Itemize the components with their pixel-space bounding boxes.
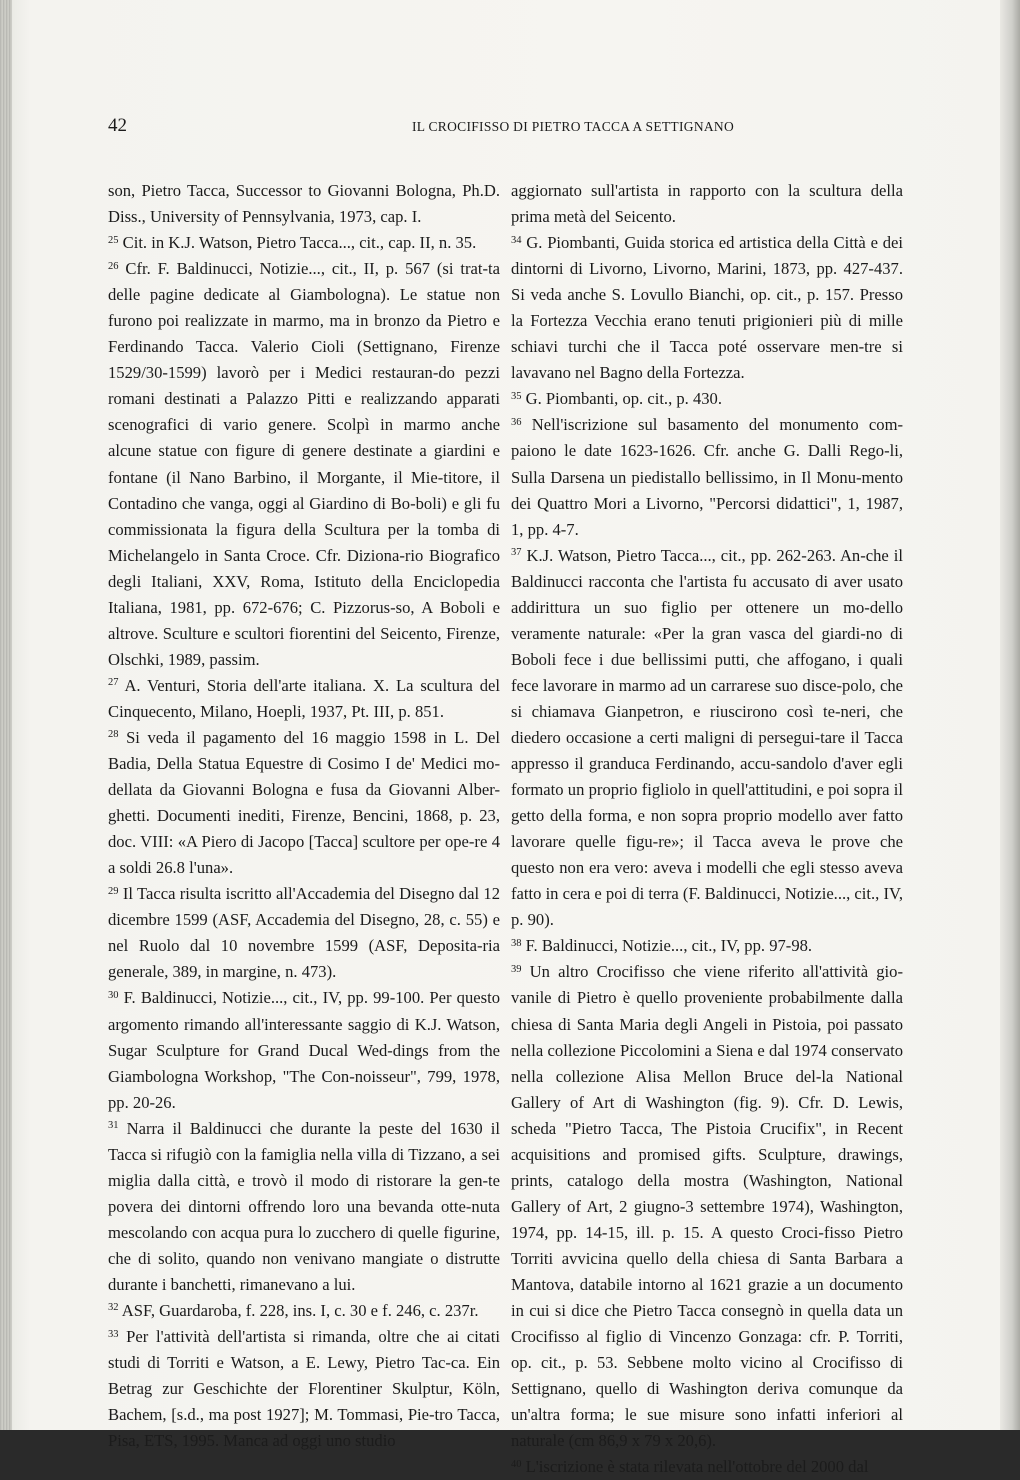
running-title: IL CROCIFISSO DI PIETRO TACCA A SETTIGNANO xyxy=(411,119,735,134)
footnote-paragraph: $^{29}$ Il Tacca risulta iscritto all'Accademia del Disegno dal 12 dicembre 1599 (ASF, Accademia del Disegno, 28, c. 55) e nel Ruolo dal 10 novembre 1599 (ASF, Deposita-ria generale, 389, in margine, n. 473). xyxy=(108,884,500,982)
footnote-paragraph: $^{39}$ Un altro Crocifisso che viene riferito all'attività gio-vanile di Pietro è quello proveniente probabilmente dalla chiesa di Santa Maria degli Angeli in Pistoia, poi passato nella collezione Piccolomini a Siena e dal 1974 conservato nella collezione Alisa Mellon Bruce del-la National Gallery of Art di Washington (fig. 9). Cfr. D. Lewis, scheda "Pietro Tacca, The Pistoia Crucifix", in Recent acquisitions and promised gifts. Sculpture, drawings, prints, catalogo della mostra (Washington, National Gallery of Art, 2 giugno-3 settembre 1974), Washington, 1974, pp. 14-15, ill. p. 15. A questo Croci-fisso Pietro Torriti avvicina quello della chiesa di Santa Barbara a Mantova, databile intorno al 1621 grazie a un documento in cui si dice che Pietro Tacca consegnò in quella data un Crocifisso al figlio di Vincenzo Gonzaga: cfr. P. Torriti, op. cit., p. 53. Sebbene molto vicino al Crocifisso di Settignano, quello di Washington deriva comunque da un'altra forma; le sue misure sono infatti inferiori al naturale (cm 86,9 x 79 x 20,6). xyxy=(511,962,903,1451)
footnote-paragraph: $^{35}$ G. Piombanti, op. cit., p. 430. xyxy=(511,389,723,409)
footnote-number: 29 xyxy=(108,885,119,897)
footnote-paragraph: $^{33}$ Per l'attività dell'artista si rimanda, oltre che ai citati studi di Torriti e Watson, a E. Lewy, Pietro Tac-ca. Ein Betrag zur Geschichte der Florentiner Skulptur, Köln, Bachem, [s.d., ma post 1927]; M. Tommasi, Pie-tro Tacca, Pisa, ETS, 1995. Manca ad oggi uno studio xyxy=(108,1327,500,1451)
footnote-paragraph: $^{31}$ Narra il Baldinucci che durante la peste del 1630 il Tacca si rifugiò con la famiglia nella villa di Tizzano, a sei miglia dalla città, e trovò il modo di ristorare la gen-te povera dei dintorni offrendo loro una bevanda otte-nuta mescolando con acqua pura lo zucchero di quelle figurine, che di solito, quando non venivano mangiate o distrutte durante i banchetti, rimanevano a lui. xyxy=(108,1118,500,1294)
page-number: 42 xyxy=(108,115,127,136)
footnote-number: 37 xyxy=(511,547,522,559)
footnote-number: 30 xyxy=(108,989,119,1001)
footnote-number: 33 xyxy=(108,1328,119,1340)
footnote-paragraph: $^{36}$ Nell'iscrizione sul basamento del monumento com-paiono le date 1623-1626. Cfr. anche G. Dalli Rego-li, Sulla Darsena un piedistallo bellissimo, in Il Monu-mento dei Quattro Mori a Livorno, "Percorsi didattici", 1, 1987, 1, pp. 4-7. xyxy=(511,415,903,539)
footnote-number: 32 xyxy=(108,1302,119,1314)
page-header xyxy=(108,114,952,138)
footnote-paragraph: $^{37}$ K.J. Watson, Pietro Tacca..., cit., pp. 262-263. An-che il Baldinucci racconta che l'artista fu accusato di aver usato addirittura un suo figlio per ottenere un mo-dello veramente naturale: «Per la gran vasca del giardi-no di Boboli fece i due bellissimi putti, che affogano, i quali fece lavorare in marmo ad un carrarese suo disce-polo, che si chiamava Gianpetron, e riuscirono così te-neri, che diedero occasione a certi maligni di persegui-tare il Tacca appresso il granduca Ferdinando, accu-sandolo d'aver egli formato un proprio figliolo in quell'attitudini, e poi sopra il getto della forma, e non sopra proprio modello aver fatto lavorare quelle figu-re»; il Tacca aveva le prove che questo non era vero: aveva i modelli che egli stesso aveva fatto in cera e poi di terra (F. Baldinucci, Notizie..., cit., IV, p. 90). xyxy=(511,545,903,930)
footnote-paragraph: $^{26}$ Cfr. F. Baldinucci, Notizie..., cit., II, p. 567 (si trat-ta delle pagine dedicate al Giambologna). Le statue non furono poi realizzate in marmo, ma in bronzo da Pietro e Ferdinando Tacca. Valerio Cioli (Settignano, Firenze 1529/30-1599) lavorò per i Medici restauran-do pezzi romani destinati a Palazzo Pitti e realizzando apparati scenografici di vario genere. Scolpì in marmo anche alcune statue con figure di genere destinate a giardini e fontane (il Nano Barbino, il Morgante, il Mie-titore, il Contadino che vanga, oggi al Giardino di Bo-boli) e gli fu commissionata la figura della Scultura per la tomba di Michelangelo in Santa Croce. Cfr. Diziona-rio Biografico degli Italiani, XXV, Roma, Istituto della Enciclopedia Italiana, 1981, pp. 672-676; C. Pizzorus-so, A Boboli e altrove. Sculture e scultori fiorentini del Seicento, Firenze, Olschki, 1989, passim. xyxy=(108,259,500,669)
footnote-paragraph: $^{32}$ ASF, Guardaroba, f. 228, ins. I, c. 30 e f. 246, c. 237r. xyxy=(108,1301,479,1321)
footnote-number: 27 xyxy=(108,677,119,689)
book-binding xyxy=(0,0,12,1430)
footnote-paragraph: son, Pietro Tacca, Successor to Giovanni Bologna, Ph.D. Diss., University of Pennsylvania, 1973, cap. I. xyxy=(108,181,500,227)
footnote-number: 38 xyxy=(511,937,522,949)
footnote-number: 25 xyxy=(108,234,119,246)
footnote-number: 34 xyxy=(511,234,522,246)
footnote-number: 35 xyxy=(511,390,522,402)
footnote-paragraph: $^{40}$ L'iscrizione è stata rilevata nell'ottobre del 2000 dal xyxy=(511,1457,869,1477)
footnote-paragraph: $^{30}$ F. Baldinucci, Notizie..., cit., IV, pp. 99-100. Per questo argomento rimando all'interessante saggio di K.J. Watson, Sugar Sculpture for Grand Ducal Wed-dings from the Giambologna Workshop, "The Con-noisseur", 799, 1978, pp. 20-26. xyxy=(108,988,500,1112)
footnote-number: 28 xyxy=(108,729,119,741)
footnote-number: 26 xyxy=(108,260,119,272)
page-edge xyxy=(1000,0,1020,1430)
footnote-paragraph: $^{27}$ A. Venturi, Storia dell'arte italiana. X. La scultura del Cinquecento, Milano, Hoepli, 1937, Pt. III, p. 851. xyxy=(108,675,500,721)
footnote-paragraph: $^{28}$ Si veda il pagamento del 16 maggio 1598 in L. Del Badia, Della Statua Equestre di Cosimo I de' Medici mo-dellata da Giovanni Bologna e fusa da Giovanni Alber-ghetti. Documenti inediti, Firenze, Bencini, 1868, p. 23, doc. VIII: «A Piero di Jacopo [Tacca] scultore per ope-re 4 a soldi 26.8 l'una». xyxy=(108,727,500,878)
footnote-paragraph: $^{38}$ F. Baldinucci, Notizie..., cit., IV, pp. 97-98. xyxy=(511,936,813,956)
footnote-paragraph: $^{34}$ G. Piombanti, Guida storica ed artistica della Città e dei dintorni di Livorno, Livorno, Marini, 1873, pp. 427-437. Si veda anche S. Lovullo Bianchi, op. cit., p. 157. Presso la Fortezza Vecchia erano tenuti prigionieri più di mille schiavi turchi che il Tacca poté osservare men-tre si lavavano nel Bagno della Fortezza. xyxy=(511,233,903,383)
footnote-paragraph: aggiornato sull'artista in rapporto con la scultura della prima metà del Seicento. xyxy=(511,181,903,227)
left-column xyxy=(108,178,500,1454)
footnote-number: 31 xyxy=(108,1120,119,1132)
footnote-number: 40 xyxy=(511,1458,522,1470)
right-column xyxy=(511,178,903,1480)
footnote-paragraph: $^{25}$ Cit. in K.J. Watson, Pietro Tacca..., cit., cap. II, n. 35. xyxy=(108,233,477,253)
footnote-number: 36 xyxy=(511,416,522,428)
footnote-number: 39 xyxy=(511,963,522,975)
